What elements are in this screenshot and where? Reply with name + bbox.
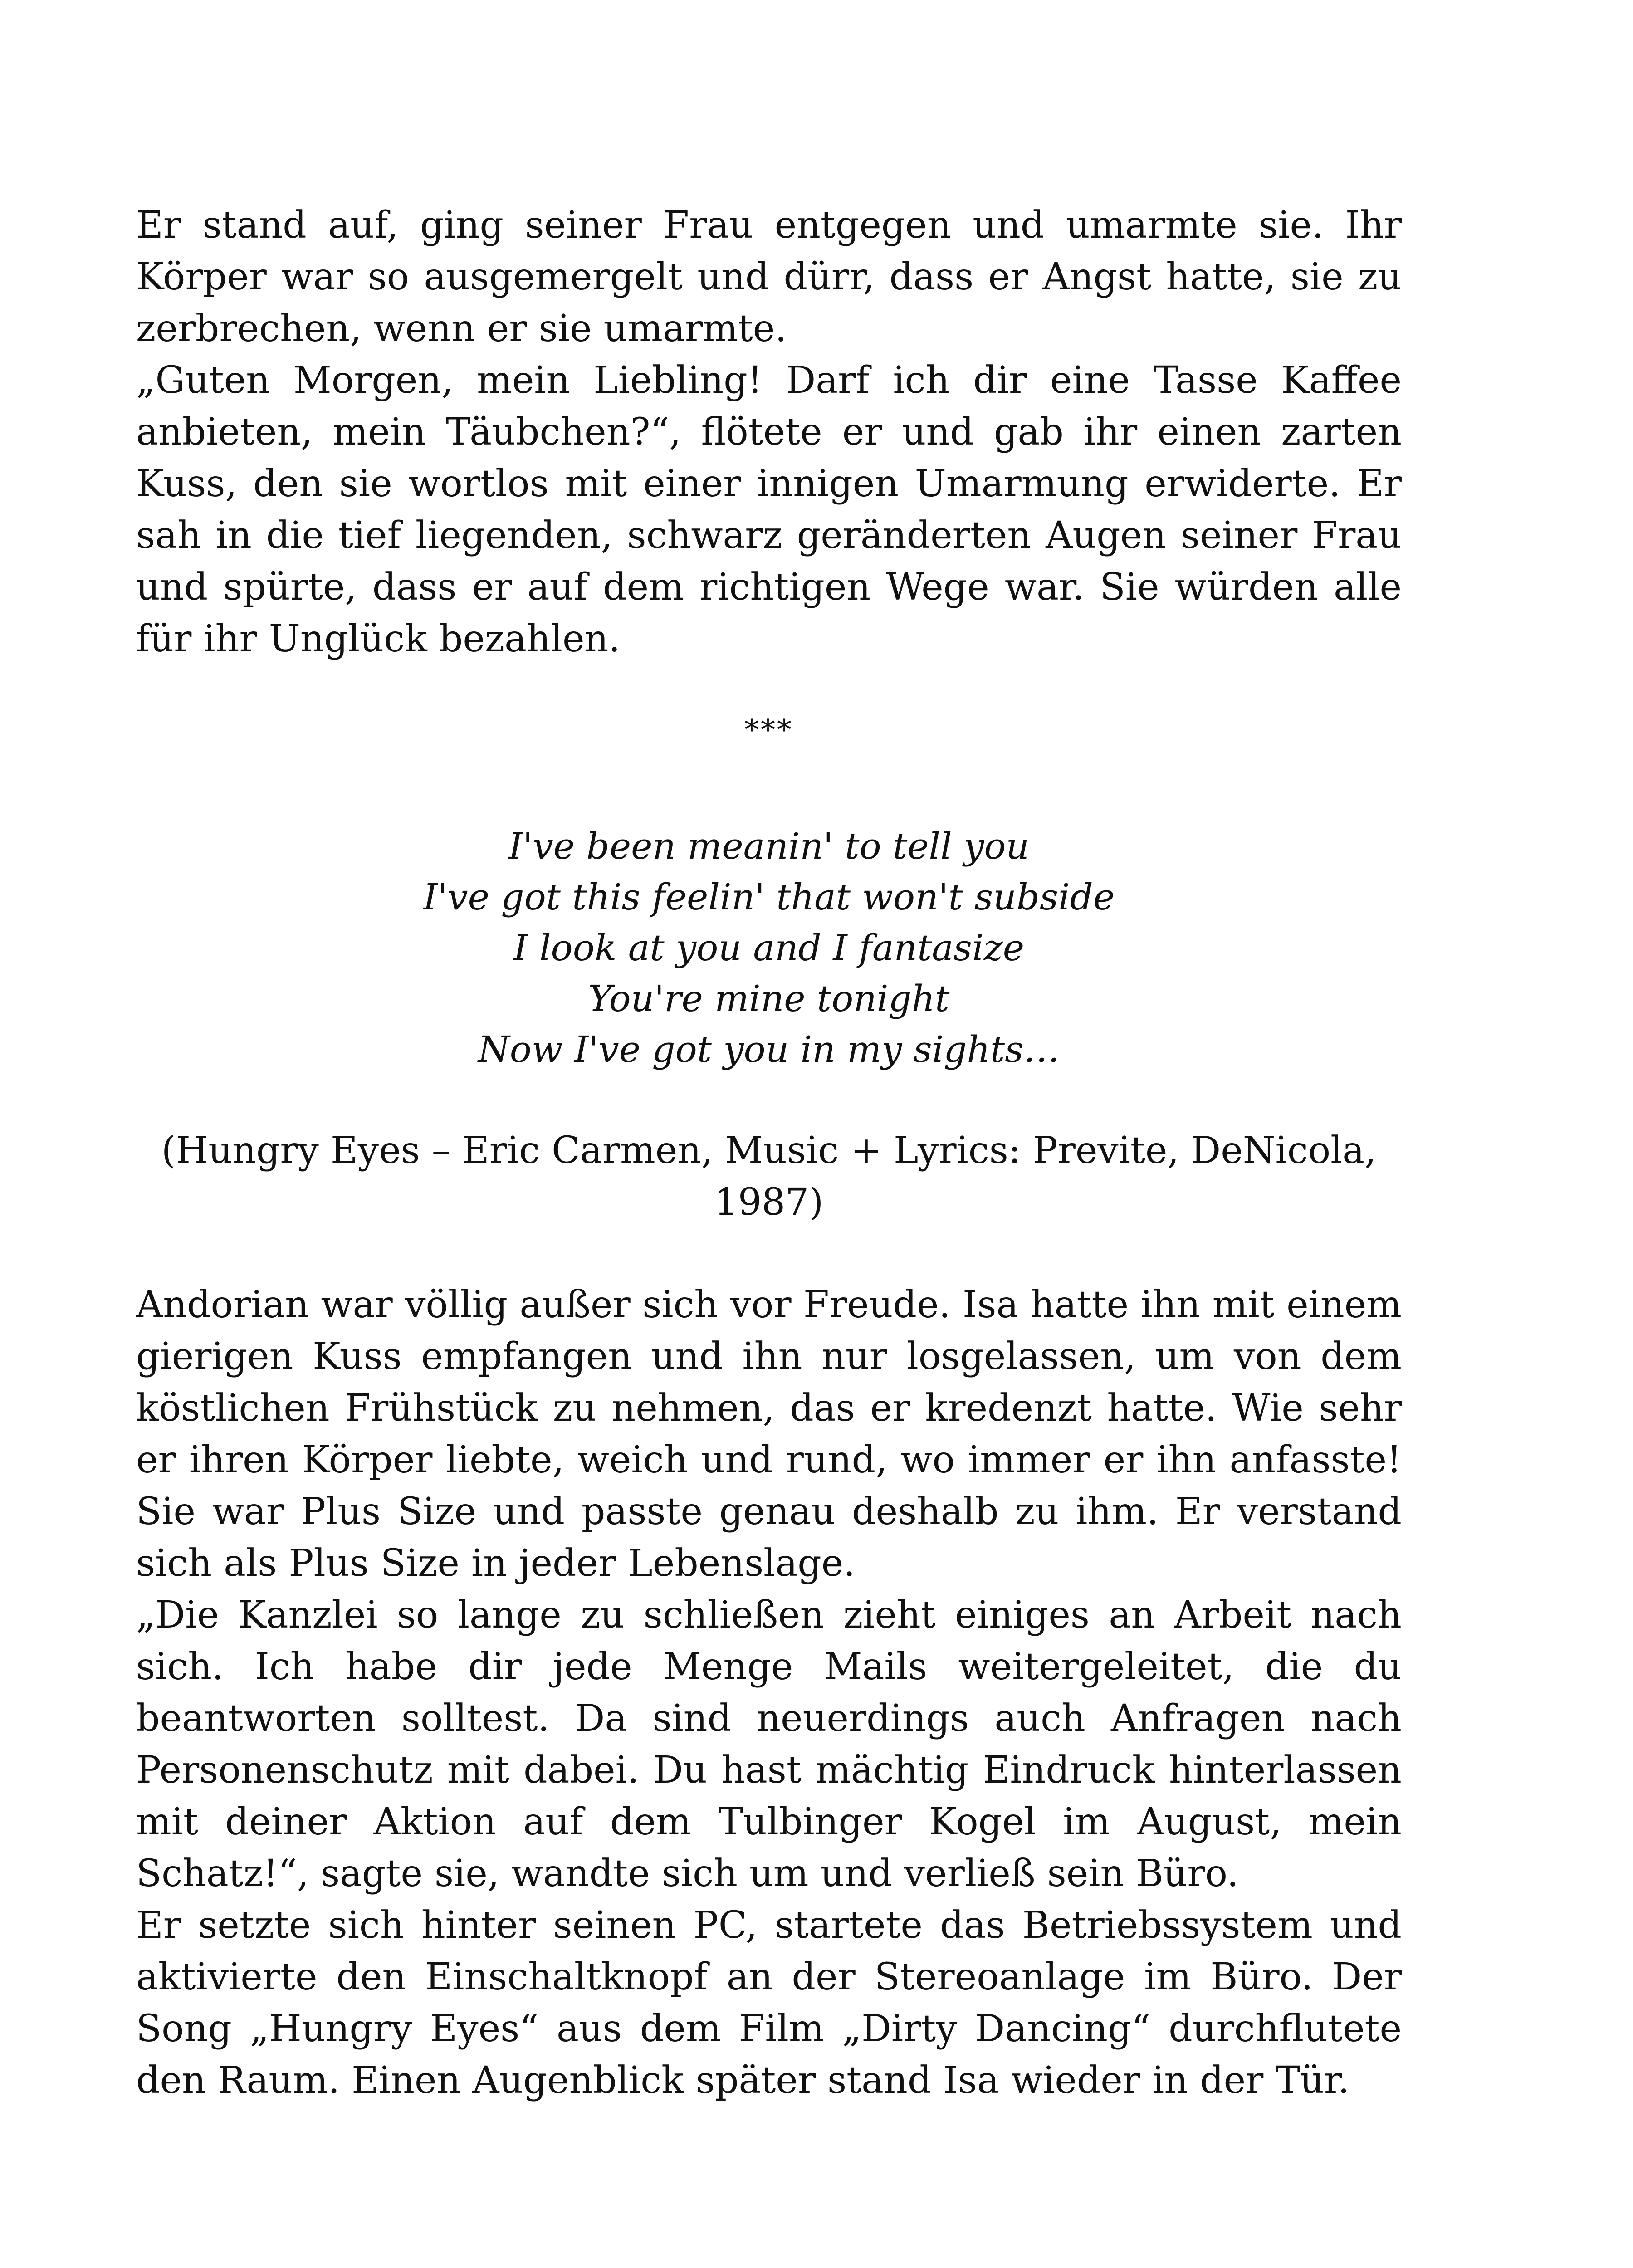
section-separator: *** — [744, 714, 793, 747]
citation-line: 1987) — [714, 1181, 824, 1224]
citation-line: (Hungry Eyes – Eric Carmen, Music + Lyrics: Previte, DeNicola, — [161, 1129, 1377, 1172]
paragraph: Er stand auf, ging seiner Frau entgegen und umarmte sie. Ihr Körper war so ausgemergelt und dürr, dass er Angst hatte, sie zu zerbrechen, wenn er sie umarmte. — [136, 204, 1402, 350]
lyric-line: Now I've got you in my sights… — [478, 1028, 1060, 1070]
lyric-line: You're mine tonight — [588, 978, 950, 1020]
lyric-line: I look at you and I fantasize — [513, 927, 1025, 969]
paragraph: Er setzte sich hinter seinen PC, startete das Betriebssystem und aktivierte den Einschaltknopf an der Stereoanlage im Büro. Der Song „Hungry Eyes“ aus dem Film „Dirty Dancing“ durchflutete den Raum. Einen Augenblick später stand Isa wieder in der Tür. — [136, 1904, 1402, 2102]
text-block-top — [136, 200, 1402, 665]
lyric-line: I've got this feelin' that won't subside — [423, 876, 1115, 918]
song-citation — [136, 1125, 1402, 1228]
lyric-line: I've been meanin' to tell you — [508, 825, 1030, 867]
paragraph: „Die Kanzlei so lange zu schließen zieht einiges an Arbeit nach sich. Ich habe dir jede Menge Mails weitergeleitet, die du beantworten solltest. Da sind neuerdings auch Anfragen nach Personenschutz mit dabei. Du hast mächtig Eindruck hinterlassen mit deiner Aktion auf dem Tulbinger Kogel im August, mein Schatz!“, sagte sie, wandte sich um und verließ sein Büro. — [136, 1593, 1402, 1895]
song-lyrics — [136, 821, 1402, 1075]
paragraph: „Guten Morgen, mein Liebling! Darf ich dir eine Tasse Kaffee anbieten, mein Täubchen?“, flötete er und gab ihr einen zarten Kuss, den sie wortlos mit einer innigen Umarmung erwiderte. Er sah in die tief liegenden, schwarz geränderten Augen seiner Frau und spürte, dass er auf dem richtigen Wege war. Sie würden alle für ihr Unglück bezahlen. — [136, 359, 1402, 660]
text-block-bottom — [136, 1279, 1402, 2107]
paragraph: Andorian war völlig außer sich vor Freude. Isa hatte ihn mit einem gierigen Kuss empfangen und ihn nur losgelassen, um von dem köstlichen Frühstück zu nehmen, das er kredenzt hatte. Wie sehr er ihren Körper liebte, weich und rund, wo immer er ihn anfasste! Sie war Plus Size und passte genau deshalb zu ihm. Er verstand sich als Plus Size in jeder Lebenslage. — [136, 1283, 1402, 1585]
